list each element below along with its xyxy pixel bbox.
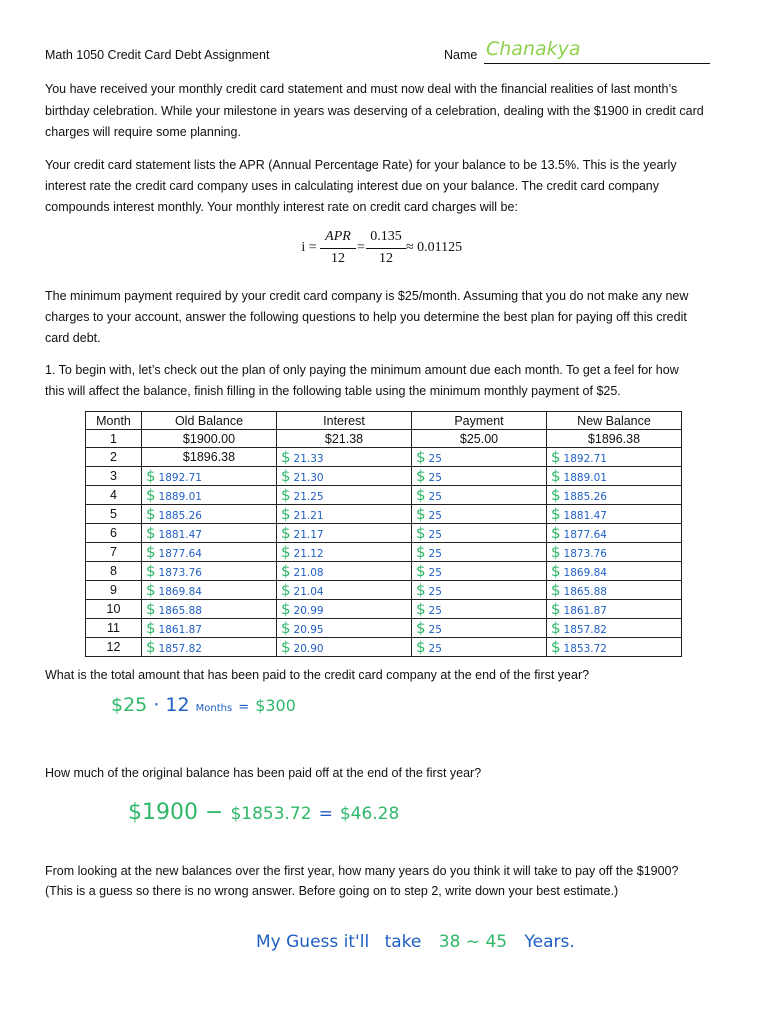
header-interest: Interest [277, 412, 412, 430]
cell-old-balance [142, 505, 277, 524]
dollar-sign: $ [146, 638, 156, 656]
hand-value: 20.90 [293, 643, 324, 655]
cell-new-balance [547, 486, 682, 505]
hand-value: 1869.84 [158, 586, 202, 598]
cell-interest [277, 486, 412, 505]
table-row [86, 600, 682, 619]
cell-payment [412, 562, 547, 581]
table-row [86, 562, 682, 581]
dollar-sign: $ [551, 581, 561, 599]
cell-month: 3 [86, 467, 142, 486]
cell-payment [412, 543, 547, 562]
minpay-line-2: charges to your account, answer the following questions to help you determine the best plan for paying off this credit [45, 310, 687, 324]
cell-month: 7 [86, 543, 142, 562]
ans-part: $25 [111, 694, 148, 716]
cell-new-balance [547, 619, 682, 638]
ans-part: 38 ~ 45 [438, 932, 508, 952]
hand-value: 1865.88 [158, 605, 202, 617]
cell-interest [277, 543, 412, 562]
hand-value: 1877.64 [158, 548, 202, 560]
header-old-balance: Old Balance [142, 412, 277, 430]
ans-part: $1853.72 [230, 804, 312, 824]
apr-line-3: compounds interest monthly. Your monthly interest rate on credit card charges will be: [45, 200, 518, 214]
dollar-sign: $ [281, 543, 291, 561]
cell-interest [277, 467, 412, 486]
formula-den-2: 12 [379, 251, 393, 266]
cell-month: 9 [86, 581, 142, 600]
hand-value: 25 [428, 491, 442, 503]
question-years-2: (This is a guess so there is no wrong answer. Before going on to step 2, write down your best estimate.) [45, 884, 619, 898]
formula-result: ≈ 0.01125 [406, 240, 463, 255]
cell-new-balance [547, 543, 682, 562]
hand-value: 21.04 [293, 586, 324, 598]
cell-interest [277, 505, 412, 524]
hand-value: 20.95 [293, 624, 324, 636]
cell-new-balance [547, 467, 682, 486]
assignment-title: Math 1050 Credit Card Debt Assignment [45, 48, 270, 62]
dollar-sign: $ [551, 524, 561, 542]
hand-value: 1885.26 [563, 491, 607, 503]
cell-old-balance [142, 524, 277, 543]
dollar-sign: $ [416, 524, 426, 542]
cell-old-balance [142, 600, 277, 619]
q1-line-2: this will affect the balance, finish filling in the following table using the minimum monthly payment of $25. [45, 384, 621, 398]
cell-payment [412, 619, 547, 638]
hand-value: 1861.87 [563, 605, 607, 617]
apr-line-2: interest rate the credit card company uses in calculating interest due on your balance. The credit card company [45, 179, 659, 193]
table-header-row [86, 412, 682, 430]
hand-value: 21.12 [293, 548, 324, 560]
cell-new-balance [547, 505, 682, 524]
table-row [86, 638, 682, 657]
cell-new-balance [547, 562, 682, 581]
answer-total-paid [111, 694, 296, 716]
cell-month: 8 [86, 562, 142, 581]
cell-new-balance [547, 524, 682, 543]
formula-lhs: i = [301, 240, 317, 255]
hand-value: 25 [428, 624, 442, 636]
hand-value: 1853.72 [563, 643, 607, 655]
ans-part: $1900 [128, 800, 198, 825]
hand-value: 21.17 [293, 529, 324, 541]
dollar-sign: $ [416, 448, 426, 466]
ans-part: Months [195, 703, 233, 714]
cell-interest [277, 562, 412, 581]
dollar-sign: $ [551, 619, 561, 637]
cell-payment [412, 467, 547, 486]
ans-part: take [384, 932, 422, 952]
hand-value: 1889.01 [563, 472, 607, 484]
dollar-sign: $ [281, 486, 291, 504]
hand-value: 1881.47 [563, 510, 607, 522]
balance-table [85, 411, 682, 657]
formula-rate: 0.135 [370, 229, 402, 244]
dollar-sign: $ [551, 638, 561, 656]
hand-value: 1892.71 [158, 472, 202, 484]
cell-interest [277, 600, 412, 619]
dollar-sign: $ [146, 524, 156, 542]
hand-value: 1869.84 [563, 567, 607, 579]
dollar-sign: $ [146, 467, 156, 485]
dollar-sign: $ [281, 505, 291, 523]
formula-bar-1 [320, 248, 356, 249]
header-month: Month [86, 412, 142, 430]
hand-value: 25 [428, 510, 442, 522]
dollar-sign: $ [551, 543, 561, 561]
hand-value: 1885.26 [158, 510, 202, 522]
header-payment: Payment [412, 412, 547, 430]
student-name: Chanakya [486, 38, 581, 60]
table-row [86, 486, 682, 505]
cell-payment [412, 448, 547, 467]
hand-value: 1873.76 [563, 548, 607, 560]
hand-value: 25 [428, 548, 442, 560]
cell-old-balance [142, 467, 277, 486]
cell-month: 6 [86, 524, 142, 543]
hand-value: 25 [428, 605, 442, 617]
formula-bar-2 [366, 248, 406, 249]
cell-payment [412, 581, 547, 600]
intro-line-3: charges will require some planning. [45, 125, 241, 139]
ans-part: $46.28 [339, 804, 400, 824]
hand-value: 25 [428, 453, 442, 465]
ans-part: $300 [255, 696, 296, 715]
hand-value: 1889.01 [158, 491, 202, 503]
dollar-sign: $ [416, 467, 426, 485]
hand-value: 1892.71 [563, 453, 607, 465]
question-total-paid: What is the total amount that has been paid to the credit card company at the end of the first year? [45, 668, 590, 682]
dollar-sign: $ [146, 486, 156, 504]
ans-part: Years. [524, 932, 575, 952]
cell-interest [277, 581, 412, 600]
dollar-sign: $ [416, 562, 426, 580]
cell-old-balance [142, 638, 277, 657]
dollar-sign: $ [551, 562, 561, 580]
cell-month: 2 [86, 448, 142, 467]
name-line [484, 63, 710, 64]
cell-old-balance [142, 543, 277, 562]
cell-payment: $25.00 [412, 430, 547, 448]
table-row [86, 543, 682, 562]
ans-part: · 12 [153, 694, 190, 716]
formula-den-1: 12 [331, 251, 345, 266]
table-row [86, 581, 682, 600]
dollar-sign: $ [416, 581, 426, 599]
dollar-sign: $ [281, 524, 291, 542]
minpay-line-3: card debt. [45, 331, 101, 345]
formula-eq: = [357, 240, 365, 255]
dollar-sign: $ [281, 562, 291, 580]
dollar-sign: $ [281, 448, 291, 466]
cell-new-balance: $1896.38 [547, 430, 682, 448]
cell-new-balance [547, 638, 682, 657]
hand-value: 1877.64 [563, 529, 607, 541]
dollar-sign: $ [146, 581, 156, 599]
dollar-sign: $ [146, 505, 156, 523]
cell-interest [277, 448, 412, 467]
table-row [86, 505, 682, 524]
dollar-sign: $ [281, 619, 291, 637]
hand-value: 1861.87 [158, 624, 202, 636]
cell-month: 5 [86, 505, 142, 524]
hand-value: 25 [428, 567, 442, 579]
table-row [86, 524, 682, 543]
hand-value: 1857.82 [158, 643, 202, 655]
cell-payment [412, 505, 547, 524]
dollar-sign: $ [551, 505, 561, 523]
dollar-sign: $ [551, 448, 561, 466]
hand-value: 1857.82 [563, 624, 607, 636]
table-row [86, 619, 682, 638]
hand-value: 20.99 [293, 605, 324, 617]
cell-old-balance [142, 486, 277, 505]
ans-part: = [238, 700, 250, 715]
answer-paid-off [128, 800, 399, 825]
table-row [86, 430, 682, 448]
dollar-sign: $ [146, 543, 156, 561]
cell-payment [412, 638, 547, 657]
dollar-sign: $ [281, 638, 291, 656]
cell-new-balance [547, 448, 682, 467]
cell-new-balance [547, 600, 682, 619]
apr-line-1: Your credit card statement lists the APR (Annual Percentage Rate) for your balance to be 13.5%. This is the yearly [45, 158, 677, 172]
cell-payment [412, 486, 547, 505]
hand-value: 1865.88 [563, 586, 607, 598]
cell-payment [412, 600, 547, 619]
cell-old-balance [142, 581, 277, 600]
cell-interest [277, 638, 412, 657]
hand-value: 25 [428, 586, 442, 598]
dollar-sign: $ [281, 467, 291, 485]
hand-value: 1873.76 [158, 567, 202, 579]
ans-part: = [318, 804, 333, 824]
dollar-sign: $ [146, 562, 156, 580]
hand-value: 21.30 [293, 472, 324, 484]
dollar-sign: $ [281, 600, 291, 618]
ans-part: My Guess it'll [256, 932, 370, 952]
dollar-sign: $ [416, 638, 426, 656]
cell-interest [277, 524, 412, 543]
hand-value: 21.08 [293, 567, 324, 579]
formula-apr: APR [325, 229, 351, 244]
cell-payment [412, 524, 547, 543]
dollar-sign: $ [146, 600, 156, 618]
dollar-sign: $ [551, 486, 561, 504]
cell-interest [277, 619, 412, 638]
name-label: Name [444, 48, 478, 62]
dollar-sign: $ [416, 486, 426, 504]
cell-interest: $21.38 [277, 430, 412, 448]
cell-new-balance [547, 581, 682, 600]
hand-value: 1881.47 [158, 529, 202, 541]
cell-old-balance [142, 619, 277, 638]
cell-old-balance: $1896.38 [142, 448, 277, 467]
dollar-sign: $ [416, 505, 426, 523]
minpay-line-1: The minimum payment required by your credit card company is $25/month. Assuming that you do not make any new [45, 289, 689, 303]
dollar-sign: $ [416, 619, 426, 637]
dollar-sign: $ [146, 619, 156, 637]
hand-value: 21.33 [293, 453, 324, 465]
dollar-sign: $ [551, 467, 561, 485]
hand-value: 21.25 [293, 491, 324, 503]
hand-value: 25 [428, 529, 442, 541]
cell-month: 12 [86, 638, 142, 657]
q1-line-1: 1. To begin with, let’s check out the plan of only paying the minimum amount due each month. To get a feel for how [45, 363, 679, 377]
question-years-1: From looking at the new balances over the first year, how many years do you think it will take to pay off the $1900? [45, 864, 679, 878]
hand-value: 21.21 [293, 510, 324, 522]
question-paid-off: How much of the original balance has been paid off at the end of the first year? [45, 766, 482, 780]
cell-month: 10 [86, 600, 142, 619]
cell-month: 1 [86, 430, 142, 448]
table-row [86, 467, 682, 486]
intro-line-2: birthday celebration. While your milestone in years was deserving of a celebration, dealing with the $1900 in credit card [45, 104, 704, 118]
cell-old-balance [142, 562, 277, 581]
answer-years [256, 932, 575, 952]
dollar-sign: $ [416, 600, 426, 618]
dollar-sign: $ [281, 581, 291, 599]
cell-month: 11 [86, 619, 142, 638]
dollar-sign: $ [416, 543, 426, 561]
header-new-balance: New Balance [547, 412, 682, 430]
hand-value: 25 [428, 643, 442, 655]
ans-part: − [205, 800, 224, 825]
hand-value: 25 [428, 472, 442, 484]
cell-old-balance: $1900.00 [142, 430, 277, 448]
table-row [86, 448, 682, 467]
intro-line-1: You have received your monthly credit card statement and must now deal with the financial realities of last month’s [45, 82, 678, 96]
cell-month: 4 [86, 486, 142, 505]
dollar-sign: $ [551, 600, 561, 618]
